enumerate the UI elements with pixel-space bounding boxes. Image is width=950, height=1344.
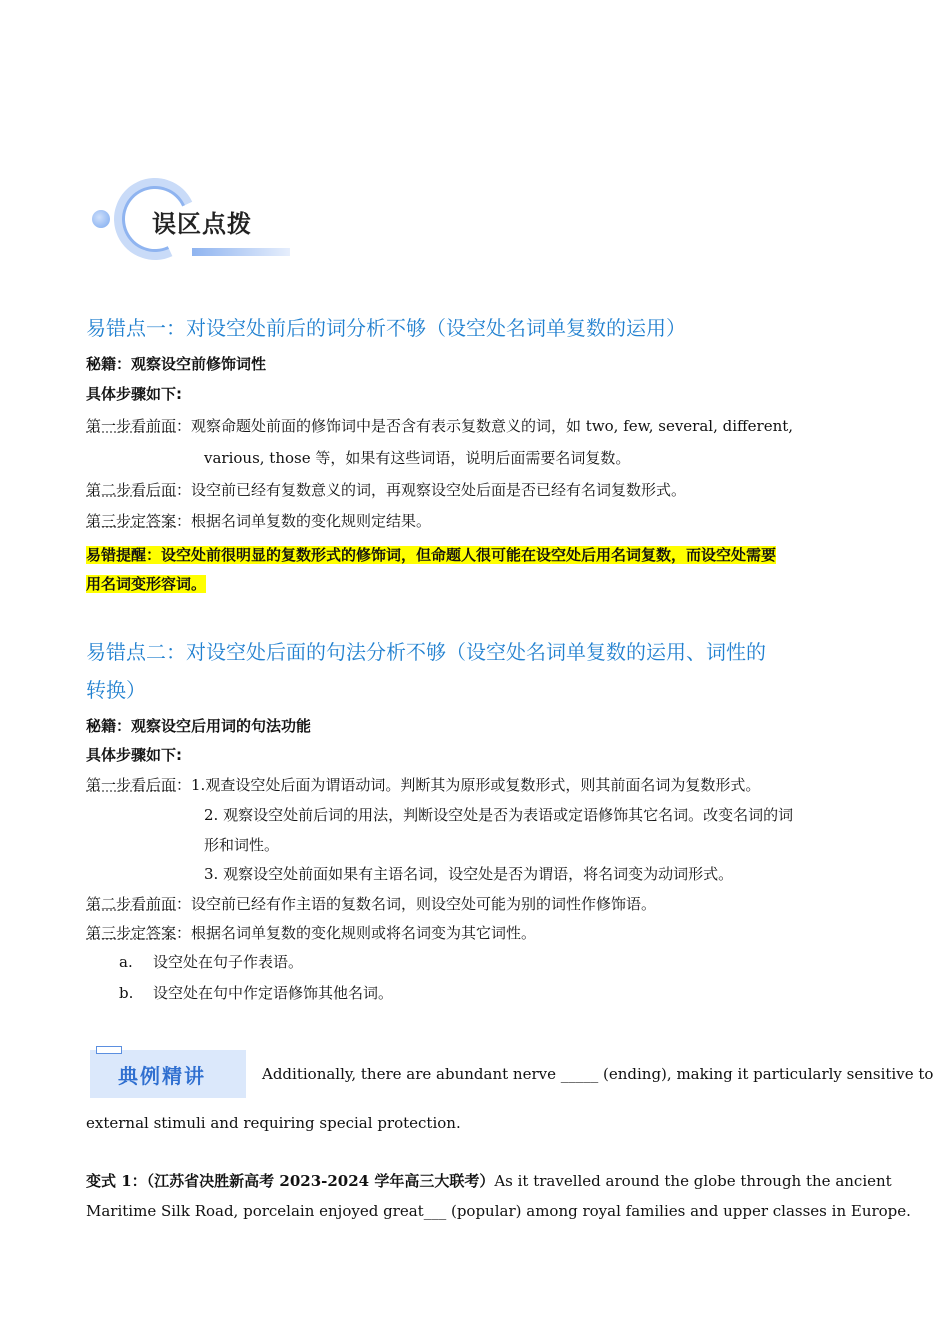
point2-step2 xyxy=(86,889,656,919)
example-label-tab-decoration xyxy=(96,1046,122,1054)
point1-step2 xyxy=(86,475,686,505)
point2-item-b-text: 设空处在句中作定语修饰其他名词。 xyxy=(153,984,394,1002)
point2-item-a-text: 设空处在句子作表语。 xyxy=(153,953,304,971)
example-label: 典例精讲 xyxy=(118,1064,206,1088)
point2-step1-label: 第一步看后面 xyxy=(86,776,177,794)
point2-steps-title: 具体步骤如下: xyxy=(86,746,182,764)
banner-dot-decoration xyxy=(92,210,110,228)
section-banner xyxy=(92,176,292,262)
point1-step3-text: ：根据名词单复数的变化规则定结果。 xyxy=(176,512,432,530)
example-line2: external stimuli and requiring special protection. xyxy=(86,1114,461,1132)
point1-step1 xyxy=(86,411,793,441)
point2-item-a-marker: a. xyxy=(119,953,133,971)
point2-step1-sub2b: 形和词性。 xyxy=(204,836,280,854)
point2-heading-line1: 易错点二：对设空处后面的句法分析不够（设空处名词单复数的运用、词性的 xyxy=(86,640,766,664)
point2-step2-text: ：设空前已经有作主语的复数名词，则设空处可能为别的词性作修饰语。 xyxy=(176,895,657,913)
example-label-box xyxy=(90,1050,246,1098)
point1-tip: 秘籍：观察设空前修饰词性 xyxy=(86,355,267,373)
variant1-line1-rest: As it travelled around the globe through the ancient xyxy=(494,1172,892,1190)
variant1-line2: Maritime Silk Road, porcelain enjoyed great___ (popular) among royal families and upper classes in Europe. xyxy=(86,1202,911,1220)
point1-step3 xyxy=(86,506,431,536)
point1-reminder-line1: 易错提醒：设空处前很明显的复数形式的修饰词，但命题人很可能在设空处后用名词复数，而设空处需要 xyxy=(86,546,777,564)
point1-step1-text: ：观察命题处前面的修饰词中是否含有表示复数意义的词，如 two, few, several, different, xyxy=(176,417,794,435)
point1-step2-label: 第二步看后面 xyxy=(86,481,177,499)
banner-title: 误区点拨 xyxy=(152,210,252,238)
point2-step1-sub1: ：1.观查设空处后面为谓语动词。判断其为原形或复数形式，则其前面名词为复数形式。 xyxy=(176,776,761,794)
point1-step1-label: 第一步看前面 xyxy=(86,417,177,435)
point2-tip: 秘籍：观察设空后用词的句法功能 xyxy=(86,717,312,735)
point2-step1 xyxy=(86,770,760,800)
point2-step1-sub2a: 2. 观察设空处前后词的用法，判断设空处是否为表语或定语修饰其它名词。改变名词的词 xyxy=(204,806,794,824)
point2-item-b-marker: b. xyxy=(119,984,134,1002)
point1-step3-label: 第三步定答案 xyxy=(86,512,177,530)
variant1-line1 xyxy=(86,1166,892,1196)
point1-heading: 易错点一：对设空处前后的词分析不够（设空处名词单复数的运用） xyxy=(86,316,686,340)
point1-step1-cont: various, those 等，如果有这些词语，说明后面需要名词复数。 xyxy=(204,449,631,467)
example-line1: Additionally, there are abundant nerve _____ (ending), making it particularly sensitive to xyxy=(262,1065,934,1083)
point1-step2-text: ：设空前已经有复数意义的词，再观察设空处后面是否已经有名词复数形式。 xyxy=(176,481,687,499)
point2-step3-label: 第三步定答案 xyxy=(86,924,177,942)
point2-step2-label: 第二步看前面 xyxy=(86,895,177,913)
variant1-prefix: 变式 1：（江苏省决胜新高考 2023-2024 学年高三大联考） xyxy=(86,1172,495,1190)
point1-steps-title: 具体步骤如下: xyxy=(86,385,182,403)
point2-step3-text: ：根据名词单复数的变化规则或将名词变为其它词性。 xyxy=(176,924,537,942)
point1-reminder xyxy=(86,541,776,599)
point2-heading-line2: 转换） xyxy=(86,678,146,702)
point2-step3 xyxy=(86,918,536,948)
point1-reminder-line2: 用名词变形容词。 xyxy=(86,575,207,593)
banner-bar-decoration xyxy=(192,248,290,256)
point2-heading xyxy=(86,633,766,709)
point2-step1-sub3: 3. 观察设空处前面如果有主语名词，设空处是否为谓语，将名词变为动词形式。 xyxy=(204,865,734,883)
